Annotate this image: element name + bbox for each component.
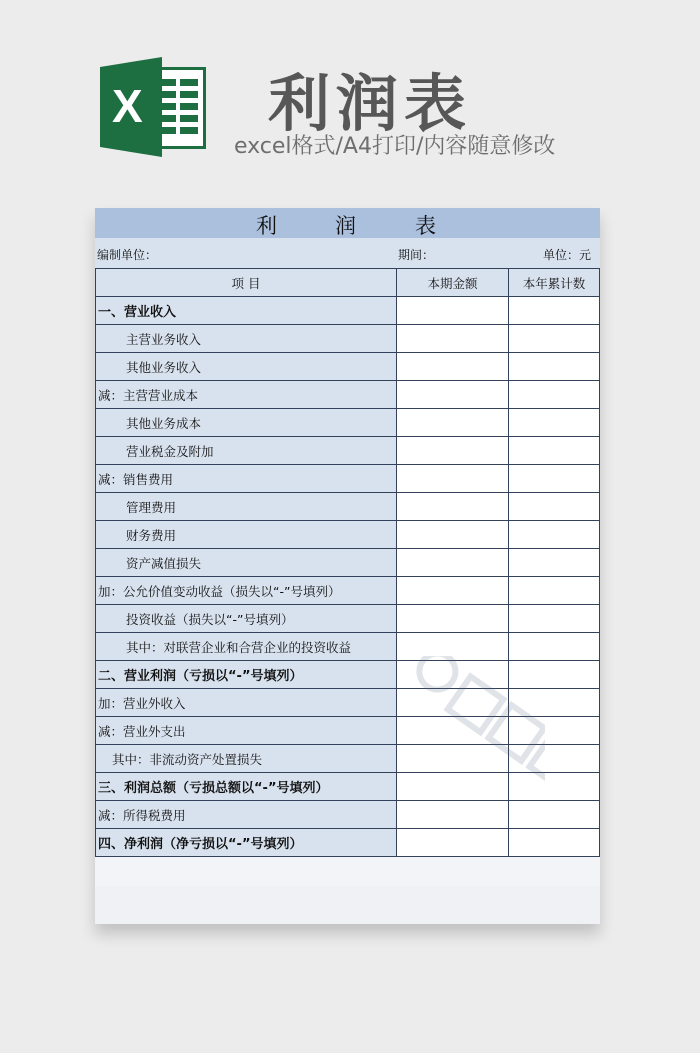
current-period-cell[interactable] [397,605,509,633]
current-period-cell[interactable] [397,465,509,493]
row-label: 财务费用 [96,521,397,549]
year-to-date-cell[interactable] [509,297,600,325]
reporting-unit-label: 编制单位： [97,248,158,262]
table-row [96,325,600,353]
table-row [96,381,600,409]
current-period-cell[interactable] [397,521,509,549]
year-to-date-cell[interactable] [509,577,600,605]
current-period-cell[interactable] [397,437,509,465]
row-label: 其他业务成本 [96,409,397,437]
current-period-cell[interactable] [397,297,509,325]
year-to-date-cell[interactable] [509,409,600,437]
current-period-cell[interactable] [397,353,509,381]
logo-grid [158,79,198,139]
currency-unit-label: 单位：元 [543,248,592,262]
table-row [96,493,600,521]
row-label: 加：营业外收入 [96,689,397,717]
year-to-date-cell[interactable] [509,353,600,381]
row-label: 减：营业外支出 [96,717,397,745]
sheet-title [95,208,600,238]
current-period-cell[interactable] [397,549,509,577]
current-period-cell[interactable] [397,409,509,437]
row-label: 其中：非流动资产处置损失 [96,745,397,773]
table-row [96,465,600,493]
table-row [96,605,600,633]
current-period-cell[interactable] [397,381,509,409]
year-to-date-cell[interactable] [509,605,600,633]
row-label: 一、营业收入 [96,297,397,325]
row-label: 管理费用 [96,493,397,521]
row-label: 减：主营营业成本 [96,381,397,409]
year-to-date-cell[interactable] [509,325,600,353]
sheet-title-char: 表 [415,214,436,238]
year-to-date-cell[interactable] [509,521,600,549]
column-header-year-to-date: 本年累计数 [509,269,600,297]
year-to-date-cell[interactable] [509,381,600,409]
table-row [96,437,600,465]
year-to-date-cell[interactable] [509,493,600,521]
table-row [96,353,600,381]
table-row [96,521,600,549]
logo-letter: X [112,80,143,132]
row-label: 其他业务收入 [96,353,397,381]
income-statement-sheet [95,208,600,924]
row-label: 资产减值损失 [96,549,397,577]
table-row [96,577,600,605]
row-label: 二、营业利润（亏损以“-”号填列） [96,661,397,689]
table-row [96,549,600,577]
row-label: 减：所得税费用 [96,801,397,829]
year-to-date-cell[interactable] [509,549,600,577]
sheet-meta-row [95,238,600,268]
column-header-current-period: 本期金额 [397,269,509,297]
sheet-title-char: 利 [256,214,277,238]
watermark-logo [365,656,545,846]
sheet-bottom-margin [95,886,600,924]
period-label: 期间： [398,248,435,262]
table-header-row [96,269,600,297]
page-subtitle: excel格式/A4打印/内容随意修改 [234,134,556,159]
row-label: 其中：对联营企业和合营企业的投资收益 [96,633,397,661]
current-period-cell[interactable] [397,577,509,605]
year-to-date-cell[interactable] [509,465,600,493]
page-title: 利润表 [268,67,473,140]
row-label: 加：公允价值变动收益（损失以“-”号填列） [96,577,397,605]
row-label: 营业税金及附加 [96,437,397,465]
row-label: 四、净利润（净亏损以“-”号填列） [96,829,397,857]
current-period-cell[interactable] [397,493,509,521]
excel-logo-icon [100,57,208,157]
current-period-cell[interactable] [397,325,509,353]
table-row [96,409,600,437]
row-label: 主营业务收入 [96,325,397,353]
table-row [96,297,600,325]
row-label: 投资收益（损失以“-”号填列） [96,605,397,633]
row-label: 三、利润总额（亏损总额以“-”号填列） [96,773,397,801]
sheet-title-char: 润 [335,214,356,238]
year-to-date-cell[interactable] [509,437,600,465]
row-label: 减：销售费用 [96,465,397,493]
column-header-item: 项 目 [96,269,397,297]
